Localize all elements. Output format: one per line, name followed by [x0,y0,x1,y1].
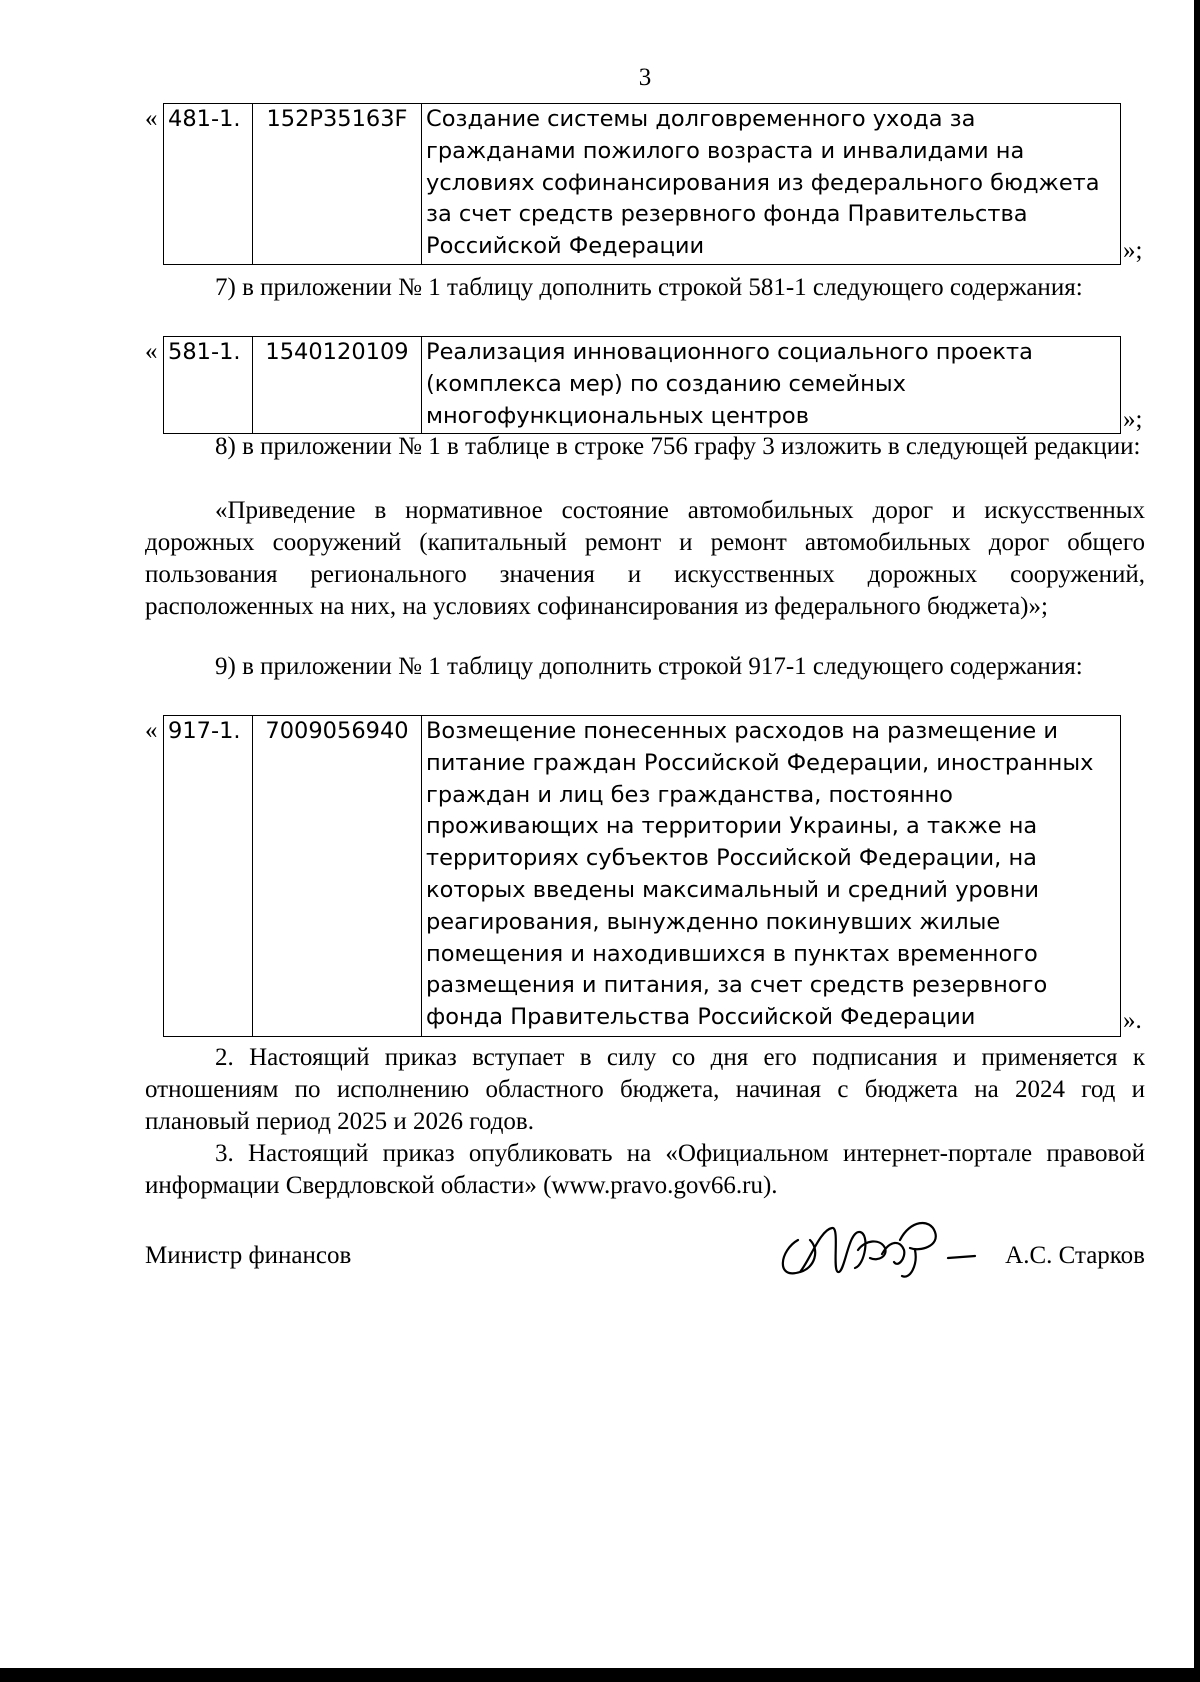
table-row [164,337,1121,434]
handwritten-signature [770,1210,980,1290]
paragraph-9: 9) в приложении № 1 таблицу дополнить строкой 917-1 следующего содержания: [215,653,1083,680]
scan-edge-right [1194,0,1200,1682]
table-917-body [163,715,1121,1037]
item-3-publication: 3. Настоящий приказ опубликовать на «Официальном интернет-портале правовой информации Свердловской области» (www.pravo.gov66.ru). [145,1140,1145,1199]
paragraph-8: 8) в приложении № 1 в таблице в строке 756 графу 3 изложить в следующей редакции: [215,433,1141,460]
row-description: Возмещение понесенных расходов на размещение и питание граждан Российской Федерации, иностранных граждан и лиц без гражданства, постоянно проживающих на территории Украины, а также на территориях субъектов Российской Федерации, на которых введены максимальный и средний уровни реагирования, вынужденно покинувших жилые помещения и находившихся в пунктах временного размещения и питания, за счет средств резервного фонда Правительства Российской Федерации [422,716,1121,1037]
quote-close: ». [1123,1007,1142,1034]
row-number: 917-1. [164,716,253,1037]
row-number: 581-1. [164,337,253,434]
row-number: 481-1. [164,104,253,265]
paragraph-7: 7) в приложении № 1 таблицу дополнить строкой 581-1 следующего содержания: [215,274,1083,301]
quote-close: »; [1123,237,1143,264]
signatory-title: Министр финансов [145,1242,352,1269]
table-row [164,716,1121,1037]
row-description: Реализация инновационного социального проекта (комплекса мер) по созданию семейных многофункциональных центров [422,337,1121,434]
signatory-name: А.С. Старков [1005,1242,1145,1269]
table-row [164,104,1121,265]
paragraph-8-new-wording: «Приведение в нормативное состояние автомобильных дорог и искусственных дорожных сооружений (капитальный ремонт и ремонт автомобильных дорог общего пользования регионального значения и искусственных дорожных сооружений, расположенных на них, на условиях софинансирования из федерального бюджета)»; [145,497,1145,620]
item-2-effective-date: 2. Настоящий приказ вступает в силу со дня его подписания и применяется к отношениям по исполнению областного бюджета, начиная с бюджета на 2024 год и плановый период 2025 и 2026 годов. [145,1044,1145,1135]
quote-close: »; [1123,406,1143,433]
page-number: 3 [638,64,652,91]
signature-block [145,1240,1145,1300]
quote-open: « [145,338,158,365]
scan-edge-bottom [0,1668,1200,1682]
table-581-body [163,336,1121,434]
row-code: 7009056940 [253,716,422,1037]
table-481-body [163,103,1121,265]
row-description: Создание системы долговременного ухода за гражданами пожилого возраста и инвалидами на условиях софинансирования из федерального бюджета за счет средств резервного фонда Правительства Российской Федерации [422,104,1121,265]
row-code: 152P35163F [253,104,422,265]
row-code: 1540120109 [253,337,422,434]
quote-open: « [145,717,158,744]
quote-open: « [145,105,158,132]
